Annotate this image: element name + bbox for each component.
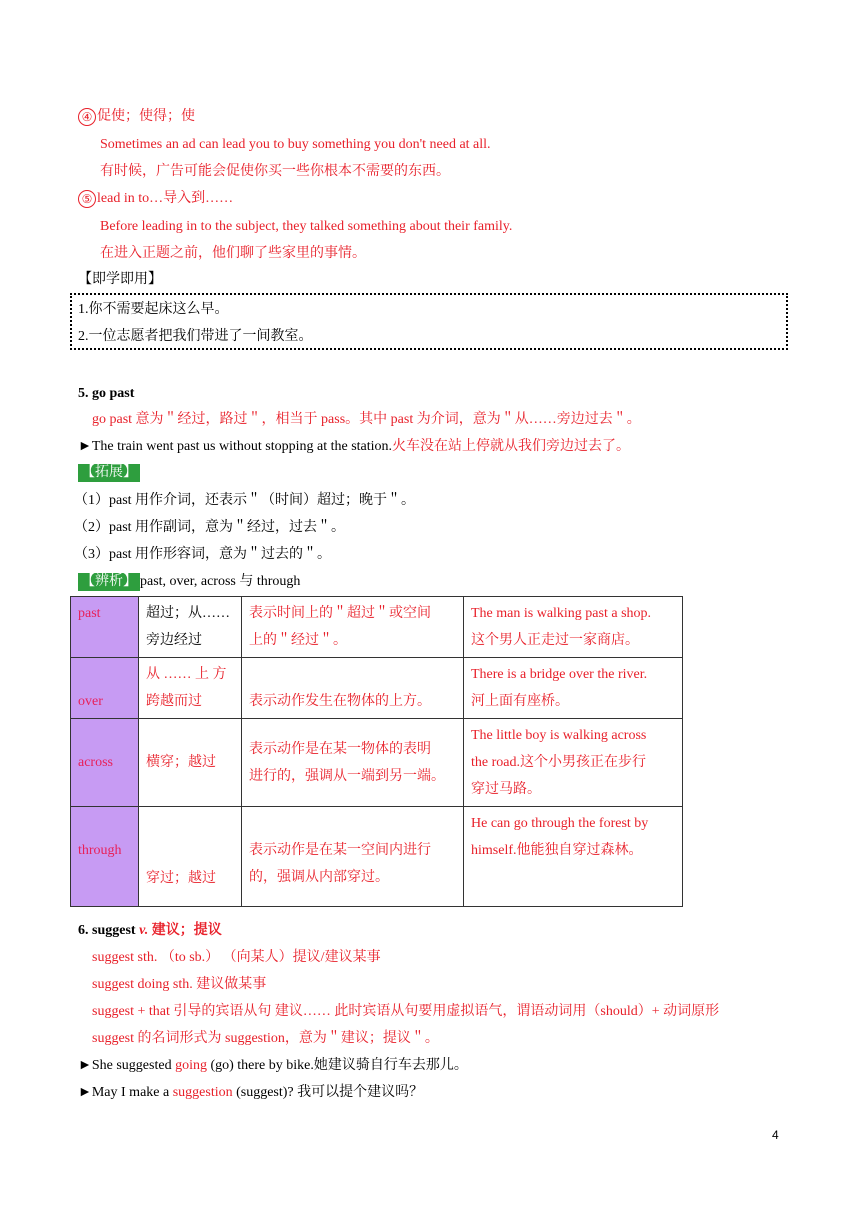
item-5-example-cn: 在进入正题之前，他们聊了些家里的事情。 (100, 246, 366, 261)
part-of-speech: v. (139, 923, 149, 938)
section-5-heading: 5. go past (78, 386, 135, 401)
usage-cell: 表示动作发生在物体的上方。 (242, 658, 464, 719)
heading-meaning: 建议；提议 (148, 923, 222, 938)
example-cell: The man is walking past a shop. 这个男人正走过一家商店。 (464, 597, 683, 658)
analysis-title: past, over, across 与 through (140, 574, 301, 589)
word-cell: across (71, 719, 139, 807)
usage-cell: 表示动作是在某一空间内进行 的，强调从内部穿过。 (242, 807, 464, 907)
table-row (71, 807, 683, 907)
example-marker: ► (78, 439, 92, 454)
example-marker: ► (78, 1085, 92, 1100)
usage-cell: 表示动作是在某一物体的表明 进行的，强调从一端到另一端。 (242, 719, 464, 807)
analysis-tag: 【辨析】 (78, 573, 140, 591)
item-5-example-en: Before leading in to the subject, they talked something about their family. (100, 219, 513, 234)
expand-tag: 【拓展】 (78, 464, 140, 482)
page-number: 4 (772, 1128, 779, 1142)
section-6-example: ►She suggested going (go) there by bike.她建议骑自行车去那儿。 (78, 1058, 468, 1073)
example-cell: He can go through the forest by himself.他能独自穿过森林。 (464, 807, 683, 907)
table-row (71, 658, 683, 719)
word-cell: past (71, 597, 139, 658)
usage-line: suggest sth. （to sb.） （向某人）提议/建议某事 (92, 950, 381, 965)
comparison-table (70, 596, 683, 907)
meaning-cell: 穿过；越过 (139, 807, 242, 907)
word-cell: through (71, 807, 139, 907)
expand-item: （2）past 用作副词，意为＂经过，过去＂。 (74, 520, 346, 535)
table-row (71, 597, 683, 658)
section-6-example: ►May I make a suggestion (suggest)? 我可以提个建议吗？ (78, 1085, 424, 1100)
answer-word: going (175, 1058, 207, 1073)
practice-item: 2.一位志愿者把我们带进了一间教室。 (78, 329, 313, 344)
table-row (71, 719, 683, 807)
practice-item: 1.你不需要起床这么早。 (78, 302, 229, 317)
meaning-cell: 超过；从…… 旁边经过 (139, 597, 242, 658)
example-en: The train went past us without stopping at the station. (91, 439, 393, 454)
circle-number: ⑤ (78, 190, 96, 208)
item-5-heading (78, 190, 233, 208)
heading-number: 6. suggest (78, 923, 140, 938)
usage-line: suggest + that 引导的宾语从句 建议…… 此时宾语从句要用虚拟语气，谓语动词用（should）+ 动词原形 (92, 1004, 720, 1019)
item-4-text: 促使；使得；使 (97, 109, 195, 125)
section-5-example (78, 438, 630, 456)
word-cell: over (71, 658, 139, 719)
usage-cell: 表示时间上的＂超过＂或空间 上的＂经过＂。 (242, 597, 464, 658)
meaning-cell: 从 …… 上 方 跨越而过 (139, 658, 242, 719)
meaning-cell: 横穿；越过 (139, 719, 242, 807)
section-5-intro: go past 意为＂经过，路过＂，相当于 pass。其中 past 为介词，意为＂从……旁边过去＂。 (92, 412, 641, 427)
item-5-text: lead in to…导入到…… (97, 191, 234, 207)
expand-item: （3）past 用作形容词，意为＂过去的＂。 (74, 547, 332, 562)
item-4-example-en: Sometimes an ad can lead you to buy something you don't need at all. (100, 137, 491, 152)
item-4-example-cn: 有时候，广告可能会促使你买一些你根本不需要的东西。 (100, 164, 450, 179)
analysis-line (78, 573, 300, 591)
example-cell: The little boy is walking across the road.这个小男孩正在步行 穿过马路。 (464, 719, 683, 807)
answer-word: suggestion (172, 1085, 233, 1100)
circle-number: ④ (78, 108, 96, 126)
section-6-heading (78, 922, 222, 940)
usage-line: suggest 的名词形式为 suggestion，意为＂建议；提议＂。 (92, 1031, 439, 1046)
item-4-heading (78, 108, 195, 126)
expand-item: （1）past 用作介词，还表示＂（时间）超过；晚于＂。 (74, 493, 416, 508)
practice-label: 【即学即用】 (78, 272, 162, 287)
usage-line: suggest doing sth. 建议做某事 (92, 977, 267, 992)
example-cell: There is a bridge over the river. 河上面有座桥。 (464, 658, 683, 719)
example-marker: ► (78, 1058, 92, 1073)
expand-tag-line (78, 464, 140, 482)
example-cn: 火车没在站上停就从我们旁边过去了。 (392, 439, 631, 454)
